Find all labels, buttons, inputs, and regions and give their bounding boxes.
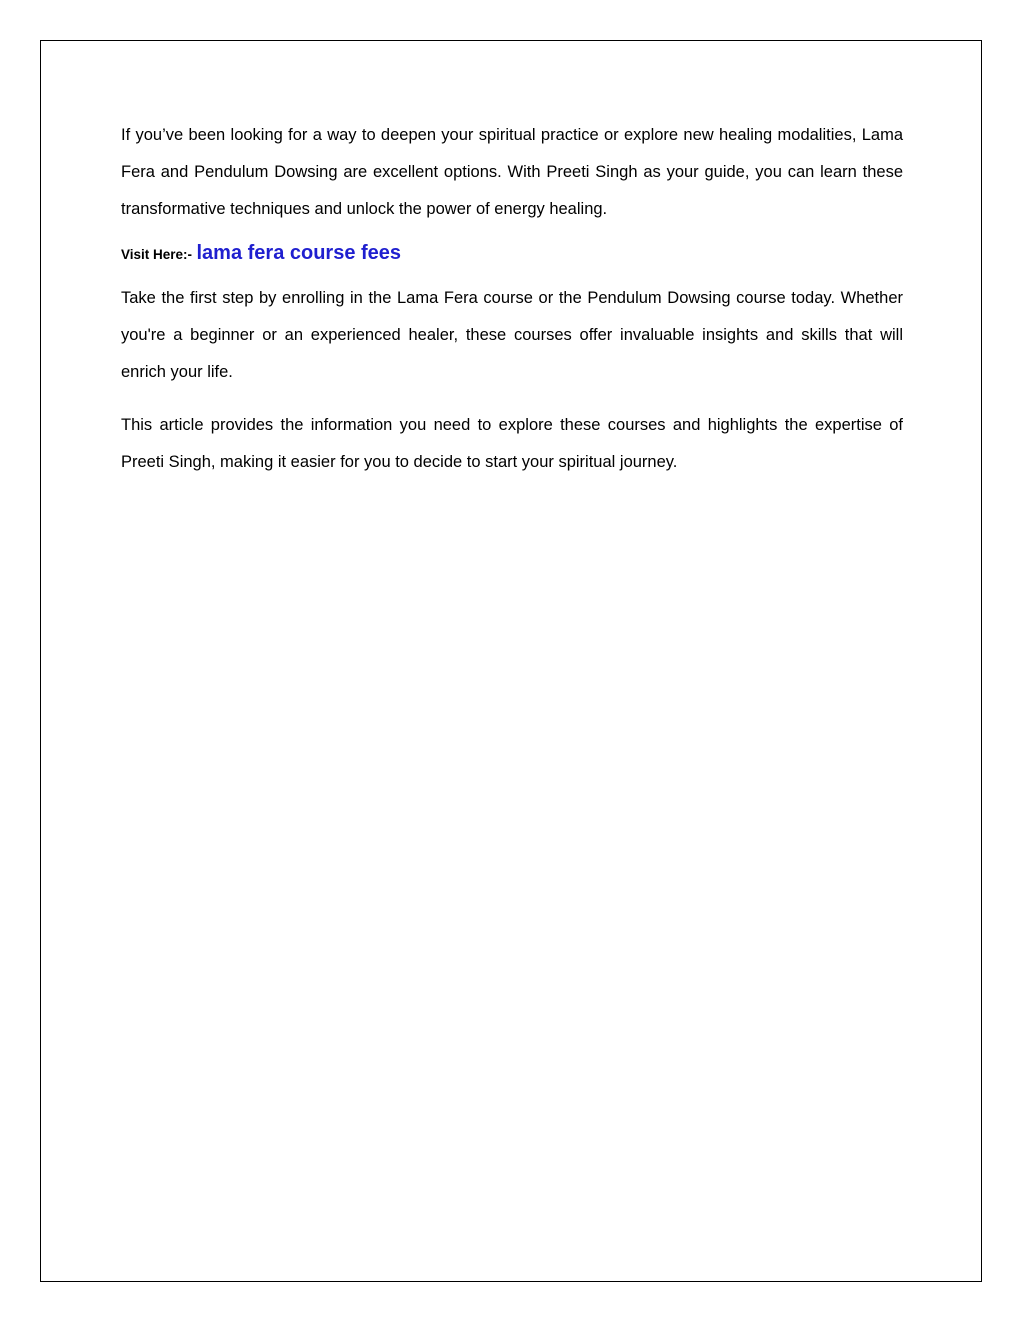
visit-here-line [121, 236, 903, 272]
lama-fera-course-fees-link[interactable]: lama fera course fees [196, 242, 402, 264]
summary-paragraph: This article provides the information you need to explore these courses and highlights the expertise of Preeti Singh, making it easier for you to decide to start your spiritual journey. [121, 416, 903, 471]
document-body [121, 117, 903, 481]
visit-here-label: Visit Here:- [121, 247, 193, 262]
intro-paragraph: If you’ve been looking for a way to deepen your spiritual practice or explore new healing modalities, Lama Fera and Pendulum Dowsing are excellent options. With Preeti Singh as your guide, you can learn these transformative techniques and unlock the power of energy healing. [121, 126, 903, 218]
enroll-paragraph: Take the first step by enrolling in the Lama Fera course or the Pendulum Dowsing course today. Whether you're a beginner or an experienced healer, these courses offer invaluable insights and skills that will enrich your life. [121, 289, 903, 381]
